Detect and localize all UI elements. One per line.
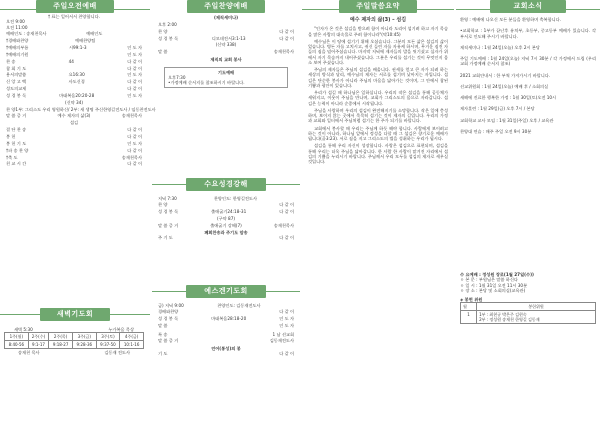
morning-worship-column xyxy=(0,0,156,356)
afternoon-line xyxy=(158,42,294,47)
order-line xyxy=(6,93,142,98)
order-line-right: 송재천목사 xyxy=(121,113,142,119)
order-line-left: †경배와찬양 xyxy=(6,38,29,44)
sermon-title: 예수 제자의 삶(3) – 섬김 xyxy=(349,17,407,23)
order-line-left: 신 앙 고 백 xyxy=(6,79,27,85)
afternoon-line-mid: 디모데전서3:1-13 xyxy=(211,35,246,41)
fri-line-left: 경배와찬양 xyxy=(158,309,179,315)
fri-line-mid xyxy=(178,338,270,343)
news-item: 선교위원회 : 1월 24일(오늘) 예배 후 / 소회의실 xyxy=(460,83,549,89)
dawn-day: 4주(금) xyxy=(120,333,144,341)
news-item: 새해에 진료한 행복한 가정 : 1월 30일(토)오전 10시 xyxy=(460,95,557,100)
dawn-ref: 9:1-17 xyxy=(28,341,49,349)
order-line-left: 찬 양 xyxy=(6,106,16,112)
wed-line-mid: 찬양인도: 한영길전도사 xyxy=(213,195,258,201)
duty-head-role: 봉헌위원 xyxy=(477,303,596,311)
order-line-right: 다 같 이 xyxy=(127,161,142,167)
order-line xyxy=(6,113,142,118)
morning-worship-header: 주일오전예배 xyxy=(36,0,114,13)
news-item: 2021 교회안내서 : 한 부씩 가져가시기 바랍니다. xyxy=(460,72,551,78)
order-line xyxy=(6,86,142,91)
wed-line xyxy=(158,209,294,214)
afternoon-line xyxy=(158,29,294,34)
fri-line-left: 말 씀 xyxy=(158,323,168,329)
afternoon-line-mid xyxy=(167,49,273,54)
order-line-right: 다 같 이 xyxy=(127,58,142,64)
order-line xyxy=(6,100,142,105)
afternoon-line-right: 다 같 이 xyxy=(279,35,294,41)
fri-line-mid xyxy=(167,332,272,337)
news-item: 제직세미나 : 1월 24일(오늘) 오후 2시 본당 xyxy=(460,44,540,50)
order-line-right: 인 도 자 xyxy=(127,92,142,98)
order-line-right: 한영길전도사 / 임동찬전도사 xyxy=(103,106,156,112)
order-line-mid: 1부: 그리스도 우리 영원하신/ 2부: 새 생명 주신 xyxy=(15,106,104,112)
order-line xyxy=(6,79,142,84)
dawn-prayer-header: 새벽기도회 xyxy=(40,308,110,321)
order-line xyxy=(6,127,142,132)
afternoon-worship-header: 주일찬양예배 xyxy=(187,0,265,13)
fri-line-mid: 찬양인도: 김동재전도사 xyxy=(217,302,261,308)
order-line-mid: 마태복음20:20-28 xyxy=(59,92,95,98)
order-line-right: 인 도 자 xyxy=(127,45,142,51)
dawn-day: 1주(월) xyxy=(5,333,29,341)
wed-line xyxy=(158,223,294,228)
prayer-time: 오후7:30 xyxy=(168,74,186,80)
afternoon-line-right: 다 같 이 xyxy=(279,28,294,34)
news-item: •교회학교 : 1부가 끝난후 유치부, 초등부, 중고등부 예배가 있습니다. 각 부서로 인도해 주시기 바랍니다. xyxy=(460,28,596,39)
order-line xyxy=(6,120,142,125)
wed-line xyxy=(158,216,294,221)
wed-line-mid: 출애굽기 강해(7) xyxy=(210,222,242,228)
dawn-day: 2주(목) xyxy=(49,333,73,341)
dawn-day: 3주(금) xyxy=(72,333,96,341)
fri-line-right: 1 남 선교회 xyxy=(272,331,294,337)
dawn-book: 누가복음 묵상 xyxy=(108,327,134,332)
dawn-day: 3주(토) xyxy=(96,333,120,341)
dawn-ref: 10:1-16 xyxy=(120,341,144,349)
order-line xyxy=(6,38,142,43)
order-line-mid: 사도신경 xyxy=(68,79,85,85)
sermon-body xyxy=(308,26,448,164)
sermon-paragraph: 우리가 섬길 때 하나님은 일하십니다. 우리의 작은 섬김을 통해 공동체가 세워지고, 이웃이 주님을 만나며, 교회가 그리스도의 몸으로 자라갑니다. 섬김은 능력이 아니라 순종에서 시작됩니다. xyxy=(308,90,448,106)
prayer-note: •가정예배 순서지를 참조하시기 바랍니다. xyxy=(168,80,245,86)
duty-head-month: 월 xyxy=(461,303,477,311)
fri-line-right: 인 도 자 xyxy=(279,316,294,322)
fri-line xyxy=(158,332,294,337)
order-line-mid: 시99:1-3 xyxy=(68,45,87,51)
dawn-day: 2주(수) xyxy=(28,333,49,341)
fri-line-mid xyxy=(178,309,279,314)
wed-line-left: 말 씀 증 거 xyxy=(158,222,179,228)
fri-line xyxy=(158,338,294,343)
fri-line xyxy=(158,303,294,308)
duty-title: ◈ 봉헌 위원 xyxy=(460,297,483,302)
sermon-paragraph: 교회에서 봉사할 때 우리는 주님께 하듯 해야 합니다. 사람에게 보이려고 하는 것이 아니라, 하나님 앞에서 정성을 다할 때 그 섬김은 향기로운 예배가 됩니다(골3:23). 서로 짐을 지고 그리스도의 법을 성취하는 우리가 됩시다. xyxy=(308,125,448,141)
news-header: 교회소식 xyxy=(490,0,566,13)
dawn-ref: 9:18-27 xyxy=(49,341,73,349)
order-line-left: †예배의부름 xyxy=(6,45,29,51)
order-line xyxy=(6,45,142,50)
closing-item: 주 기 도 xyxy=(158,235,173,241)
news-item: 주일 기도예배 : 1월 24일(오늘) 저녁 7시 30분 / 각 가정에서 드림 (우리 교회 가정예배 순서지 참조) xyxy=(460,56,596,67)
order-line-mid: 섬김 xyxy=(69,120,79,126)
friday-header: 예스겐기도회 xyxy=(186,285,266,298)
sermon-paragraph: "인자가 온 것은 섬김을 받으려 함이 아니라 도리어 섬기려 하고 자기 목숨을 많은 사람의 대속물로 주려 함이니라"(막10:45) xyxy=(308,26,448,37)
fri-line-left: 금) 저녁 9:00 xyxy=(158,302,184,308)
fri-line-left: 말 씀 증 거 xyxy=(158,338,179,344)
afternoon-line-left: 찬 양 xyxy=(158,28,168,34)
order-line-left: †파 송 찬 양 xyxy=(6,147,29,153)
closing-who: 다 같 이 xyxy=(279,235,294,241)
afternoon-line-mid xyxy=(167,29,279,34)
order-line xyxy=(6,59,142,64)
order-line-mid: 예배찬양팀 xyxy=(75,38,96,44)
sermon-header: 주일말씀요약 xyxy=(339,0,417,13)
afternoon-line xyxy=(158,22,294,27)
order-line-left: 결 단 찬 송 xyxy=(6,127,27,133)
order-line xyxy=(6,66,142,71)
afternoon-line-mid: (신약 338) xyxy=(215,42,237,48)
order-line-right: 인 도 자 xyxy=(127,140,142,146)
order-line-right: 인 도 자 xyxy=(127,51,142,57)
order-line-mid xyxy=(18,155,122,160)
wednesday-header: 수요성경강해 xyxy=(186,178,266,191)
tongue-who: 다 같 이 xyxy=(279,350,294,356)
afternoon-line xyxy=(158,49,294,54)
fri-line-right: 인 도 자 xyxy=(279,323,294,329)
news-list xyxy=(460,17,596,134)
order-line-left: 예배인도 : 송재천목사 xyxy=(6,31,47,37)
order-line xyxy=(6,155,142,160)
tongue-item: 기 도 xyxy=(158,350,168,356)
order-line-left: 용서의말씀 xyxy=(6,72,27,78)
worship-time-1: 오전 9:00 xyxy=(6,19,25,25)
order-line-right: 다 같 이 xyxy=(127,86,142,92)
order-line-left: 성 경 봉 독 xyxy=(6,92,27,98)
fri-line-left: 성 경 봉 독 xyxy=(158,316,179,322)
dawn-time: 새벽 5:30 xyxy=(14,327,33,332)
order-line xyxy=(6,134,142,139)
order-line-mid: 예배인도 xyxy=(86,31,103,37)
order-line xyxy=(6,148,142,153)
dawn-ref: 8:40-56 xyxy=(5,341,29,349)
order-line-mid xyxy=(26,66,127,71)
wed-line-left: 성 경 봉 독 xyxy=(158,209,179,215)
dawn-ref: 9:28-36 xyxy=(72,341,96,349)
fri-line xyxy=(158,316,294,321)
event-line: ㅇ 본 문 : 부원님은 말씀 하신다 xyxy=(460,277,518,283)
dawn-leader-2: 김동재 전도사 xyxy=(104,350,130,356)
order-line-mid: (신약 34) xyxy=(64,99,84,105)
order-line xyxy=(6,72,142,77)
order-line-left: 말 씀 증 거 xyxy=(6,113,27,119)
seminar-title: 제직의 교회 봉사 xyxy=(210,57,242,63)
sermon-column xyxy=(302,0,454,166)
prayer-box xyxy=(164,67,288,89)
duty-table xyxy=(460,302,596,324)
fri-line-left: 특 송 xyxy=(158,331,168,337)
afternoon-line-mid xyxy=(177,22,294,27)
order-line-right: 다 같 이 xyxy=(127,65,142,71)
fri-line-right: 다 같 이 xyxy=(279,309,294,315)
wed-line-mid: 출애굽기24:18-31 xyxy=(211,209,247,215)
wednesday-order-list xyxy=(158,196,294,229)
fri-line xyxy=(158,309,294,314)
fri-line-mid xyxy=(167,323,279,328)
wed-line-left: 찬 양 xyxy=(158,202,168,208)
dawn-ref: 9:37-50 xyxy=(96,341,120,349)
order-line xyxy=(6,161,142,166)
order-line-right: 다 같 이 xyxy=(127,79,142,85)
order-line-left: 성도의교제 xyxy=(6,86,27,92)
stand-note: † 표는 일어서서 찬양합니다. xyxy=(48,14,100,19)
order-line-mid xyxy=(26,141,127,146)
prayer-title: 기도예배 xyxy=(217,69,235,75)
event-line: ㅇ 일 시 : 1월 31일 오전 11시 30분 xyxy=(460,282,528,288)
sermon-paragraph: 섬김을 통해 우리 자신이 성장합니다. 사랑은 섬김으로 표현되며, 섬김을 통해 우리는 더욱 주님을 닮아갑니다. 한 사람 한 사람이 맡겨진 자리에서 섬김의 기쁨을 누리시기 바랍니다. 주님께서 우리 모두를 섬김의 제자로 세우실 것입니다. xyxy=(308,143,448,164)
wed-line-right: 송재천목사 xyxy=(273,222,294,228)
order-line-right: 다 같 이 xyxy=(127,147,142,153)
order-line-mid: 44 xyxy=(68,58,74,64)
order-line-mid xyxy=(28,148,127,153)
closing-title: 폐회찬송과 주기도 암송 xyxy=(204,230,248,236)
afternoon-line xyxy=(158,36,294,41)
event-line: ㅇ 장 소 : 본당 및 소회의실(교육관) xyxy=(460,287,526,293)
afternoon-line-left: 성 경 봉 독 xyxy=(158,35,179,41)
order-line-left: 친 교 시 간 xyxy=(6,161,27,167)
order-line-left: †축 도 xyxy=(6,154,18,160)
worship-time-2: 오전 11:00 xyxy=(6,24,28,30)
news-item: 환영 : 예배에 나오신 모든 분들을 환영하며 축복합니다. xyxy=(460,17,562,22)
order-line-mid: 요16:30 xyxy=(68,72,85,78)
morning-order-list xyxy=(6,31,156,167)
news-item: 교회학교 교사 모임 : 1월 31일(주일) 오후 / 교육관 xyxy=(460,117,554,123)
order-line-mid xyxy=(26,161,127,166)
tongue-title: 언어(통성)의 봉 xyxy=(211,345,241,351)
fri-line-right: 김동재전도사 xyxy=(269,338,294,344)
order-line xyxy=(6,141,142,146)
order-line xyxy=(6,52,142,57)
sermon-paragraph: 주님의 제자들은 주님의 섬김을 배웁니다. 권세를 얻고 큰 자가 되려 하는 세상의 방식과 달리, 예수님의 제자는 서로를 섬기며 낮아지는 자입니다. 섬김은 단순한 봉사가 아니라 주님의 마음을 닮아가는 것이며, 그 안에서 참된 기쁨과 평안이 있습니다. xyxy=(308,67,448,88)
afternoon-worship-column xyxy=(152,0,300,356)
dawn-schedule-table xyxy=(4,332,144,349)
wed-line xyxy=(158,202,294,207)
fri-line-mid: 마태복음28:18-20 xyxy=(211,316,247,322)
news-item: 제자훈련 : 1월 29일(금) 오후 7시 / 본당 xyxy=(460,106,535,112)
afternoon-line-left: 오후 2:00 xyxy=(158,21,177,27)
duty-month: 1 xyxy=(461,311,477,324)
fri-line xyxy=(158,323,294,328)
order-line-right: 다 같 이 xyxy=(127,134,142,139)
order-line-mid xyxy=(15,134,127,139)
order-line-mid xyxy=(26,127,127,132)
wed-line-left: 저녁 7:30 xyxy=(158,195,177,201)
wed-line-mid: (구약 87) xyxy=(216,216,236,222)
wed-line-right: 다 같 이 xyxy=(279,209,294,215)
order-line-mid xyxy=(28,52,127,57)
afternoon-line-right: 송재천목사 xyxy=(273,49,294,55)
order-line-mid: 예수 제자의 삶(3) xyxy=(57,113,91,119)
event-lines xyxy=(460,277,596,293)
duty-names: 1부 : 최현규 박은주 김현숙 2부 : 정성원 송재천 한영길 김동재 xyxy=(477,311,596,324)
news-column xyxy=(456,0,600,323)
event-title: 수 요예배 : 정성원 장로(1월 27일(수)) xyxy=(460,272,534,277)
wed-line xyxy=(158,196,294,201)
seminar-subtitle: (제직세미나) xyxy=(213,15,239,20)
dawn-leader-1: 송재천 목사 xyxy=(18,350,40,356)
friday-order-list xyxy=(158,303,294,344)
order-line xyxy=(6,31,142,36)
sermon-paragraph: 주님을 사랑하며 우리의 섬김이 완전해지기를 소망합니다. 작은 일에 충성하며, 보이지 않는 곳에서 묵묵히 섬기는 것이 제자의 길입니다. 우리의 가정과 교회와 일터에서 주님처럼 섬기는 한 주가 되기를 바랍니다. xyxy=(308,107,448,124)
wed-line-mid xyxy=(167,202,279,207)
order-line-left: 봉 헌 기 도 xyxy=(6,140,27,146)
order-line-right: 인 도 자 xyxy=(127,72,142,78)
order-line-left: †예배의기원 xyxy=(6,51,29,57)
order-line-left: 봉 헌 xyxy=(6,134,16,139)
sermon-paragraph: 예수님은 이 땅에 섬기기 위해 오셨습니다. 그분의 모든 삶은 섬김의 삶이었습니다. 병든 자를 고치시고, 귀신 들린 자를 자유케 하시며, 무거운 짐진 자들의 짐을 덜어주셨습니다. 마지막 저녁에 제자들의 발을 씻기셨고 십자가 위에서 자기 목숨까지 내어주셨습니다. 그분은 우리를 섬기는 것이 무엇인지 몸소 보여 주셨습니다. xyxy=(308,38,448,65)
order-line-right: 다 같 이 xyxy=(127,127,142,133)
order-line-left: 찬 송 xyxy=(6,58,16,64)
afternoon-order-list xyxy=(158,22,294,55)
order-line xyxy=(6,106,156,112)
wed-line-right: 다 같 이 xyxy=(279,202,294,208)
order-line-right: 송재천목사 xyxy=(121,154,142,160)
order-line-left: 참 회 기 도 xyxy=(6,65,27,71)
afternoon-line-left: 말 씀 xyxy=(158,49,168,55)
order-line-mid xyxy=(26,86,127,91)
news-item: 찬양대 연습 : 매주 주일 오전 9시 30분 xyxy=(460,128,532,134)
